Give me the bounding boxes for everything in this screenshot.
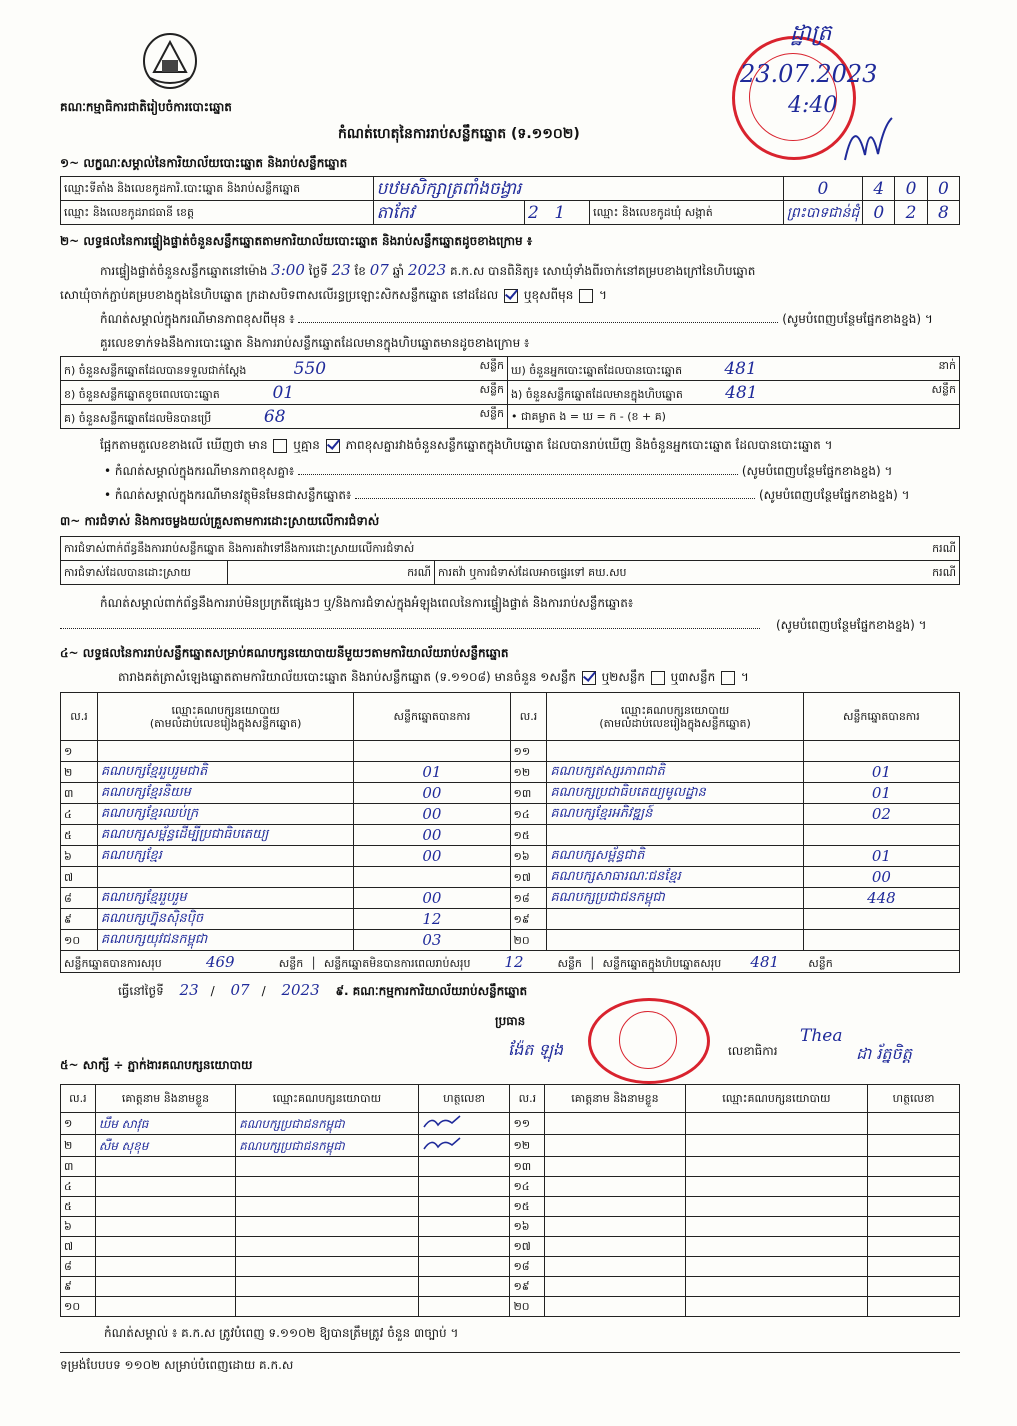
table-row bbox=[61, 1217, 960, 1237]
no-difference-checkbox[interactable] bbox=[326, 439, 340, 453]
witness-no: ១៨ bbox=[513, 1260, 530, 1273]
spoiled-value: 01 bbox=[272, 382, 295, 403]
witness-no: ១១ bbox=[513, 1117, 531, 1130]
formula-label: • ជាគម្លាត ង = ឃ = ក - (ខ + គ) bbox=[511, 410, 666, 423]
party-name: គណបក្សឥស្សរភាពជាតិ bbox=[550, 764, 665, 779]
witness-party: គណបក្សប្រជាជនកម្ពុជា bbox=[239, 1138, 345, 1153]
table-row bbox=[61, 846, 960, 867]
party-no: ៤ bbox=[64, 807, 72, 821]
party-no: ១០ bbox=[64, 933, 81, 947]
party-results-table: ល.រ ឈ្មោះគណបក្សនយោបាយ (តាមលំដាប់លេខរៀងក្នុងសន្លឹកឆ្នោត) សន្លឹកឆ្នោតបានការ ល.រ ឈ្មោះគណបក្សនយោបាយ (តាមលំដាប់លេខរៀងក្នុងសន្លឹកឆ្នោត) សន្លឹកឆ្នោតបានការ ១ ១១ ២ គណបក្សខ្មែររួបរួមជាតិ 01 ១២ គណបក្សឥស្សរភាពជាតិ 01 ៣ គណបក្សខ្មែរនិយម 00 ១៣ គណបក្សប្រជាធិបតេយ្យមូលដ្ឋាន 01 ៤ គណបក្សខ្មែរឈប់ក្រ 00 ១៤ គណបក្សខ្មែរអភិវឌ្ឍន៍ 02 ៥ គណបក្សសម្ព័ន្ធដើម្បីប្រជាធិបតេយ្យ 00 ១៥ ៦ គណបក្សខ្មែរ 00 ១៦ គណបក្សសម្ព័ន្ធជាតិ 01 ៧ ១៧ គណបក្សសាធារណៈជនខ្មែរ 00 ៨ គណបក្សខ្មែររួបរួម 00 ១៨ គណបក្សប្រជាជនកម្ពុជា 448 ៩ គណបក្សហ្វ៊ុនស៊ិនប៉ិច 12 ១៩ ១០ គណបក្សយុវជនកម្ពុជា 03 ២០ សន្លឹកឆ្នោតបានការសរុប 469 សន្លឹក │ សន្លឹកឆ្នោតមិនបានការពេលរាប់សរុប 12 សន្លឹក │ សន្លឹកឆ្នោតក្នុងហិបឆ្នោតសរុប 481 សន្លឹក bbox=[60, 692, 960, 973]
bullet-foreign-object-note: • កំណត់សម្គាល់ក្នុងករណីមានវត្ថុមិនមែនជាសន្លឹកឆ្នោត៖ (សូមបំពេញបន្ថែមផ្នែកខាងខ្នង) ។ bbox=[104, 488, 910, 502]
table-row bbox=[61, 1257, 960, 1277]
party-name: គណបក្សសម្ព័ន្ធដើម្បីប្រជាធិបតេយ្យ bbox=[100, 827, 269, 842]
total-box-value: 481 bbox=[750, 952, 780, 971]
secretary-label: លេខាធិការ bbox=[728, 1044, 778, 1058]
section2-heading: ២~ លទ្ធផលនៃការផ្ទៀងផ្ទាត់ចំនួនសន្លឹកឆ្នោតតាមការិយាល័យបោះឆ្នោត និងរាប់សន្លឹកឆ្នោតដូចខាងក្រោម ៖ bbox=[60, 234, 533, 248]
location-code-3: 0 bbox=[905, 178, 917, 199]
spoiled-label: ខ) ចំនួនសន្លឹកឆ្នោតខូចពេលបោះឆ្នោត bbox=[64, 387, 220, 401]
three-sheets-checkbox[interactable] bbox=[721, 671, 735, 685]
party-no: ១១ bbox=[513, 744, 531, 758]
verification-line: ការផ្ទៀងផ្ទាត់ចំនួនសន្លឹកឆ្នោតនៅម៉ោង 3:00 ថ្ងៃទី 23 ខែ 07 ឆ្នាំ 2023 គ.ក.ស បានពិនិត្យ៖ សោឃុំទាំងពីរចាក់នៅគម្របខាងក្រៅនៃហិបឆ្នោត bbox=[100, 261, 756, 279]
table-row bbox=[61, 1113, 960, 1135]
party-no: ១៩ bbox=[513, 912, 530, 926]
one-sheet-checkbox[interactable] bbox=[582, 671, 596, 685]
nec-emblem-icon bbox=[140, 30, 200, 92]
table-row bbox=[61, 867, 960, 888]
location-code-2: 4 bbox=[873, 178, 885, 199]
party-votes: 00 bbox=[422, 889, 442, 907]
location-code-1: 0 bbox=[817, 178, 829, 199]
witness-no: ៩ bbox=[64, 1280, 72, 1293]
section1-table bbox=[60, 176, 960, 225]
made-month: 07 bbox=[230, 981, 250, 999]
form-label: ទម្រង់បែបបទ ១១០២ សម្រាប់បំពេញដោយ គ.ក.ស bbox=[60, 1358, 294, 1372]
unused-label: គ) ចំនួនសន្លឹកឆ្នោតដែលមិនបានប្រើ bbox=[64, 411, 212, 425]
irregularity-note: កំណត់សម្គាល់ពាក់ព័ន្ធនឹងការរាប់មិនប្រក្រតីផ្សេងៗ ឬ/និងការជំទាស់ក្នុងអំឡុងពេលនៃការផ្ទៀងផ្ទាត់ និងការរាប់សន្លឹកឆ្នោត៖ bbox=[100, 596, 634, 610]
table-row bbox=[61, 1197, 960, 1217]
witness-no: ១០ bbox=[64, 1300, 81, 1313]
party-no: ៦ bbox=[64, 849, 72, 863]
party-votes: 12 bbox=[422, 910, 442, 928]
party-no: ២ bbox=[64, 765, 73, 779]
party-no: ១៥ bbox=[513, 828, 530, 842]
party-name: គណបក្សប្រជាជនកម្ពុជា bbox=[550, 890, 665, 905]
party-votes: 00 bbox=[871, 868, 891, 886]
handwritten-received-note: ដ្ឋាត្រ bbox=[790, 21, 832, 46]
witness-no: ១៦ bbox=[513, 1220, 530, 1233]
section3-heading: ៣~ ការជំទាស់ និងការចម្លងយល់គ្រួសតាមការដោះស្រាយលើការជំទាស់ bbox=[60, 514, 380, 528]
party-no: ១៨ bbox=[513, 891, 530, 905]
commune-label: ឈ្មោះ និងលេខកូដឃុំ សង្កាត់ bbox=[593, 206, 713, 219]
witness-no: ៧ bbox=[64, 1240, 74, 1253]
commune-value: ព្រះបាទជាន់ជុំ bbox=[786, 204, 860, 221]
witness-no: ៦ bbox=[64, 1220, 72, 1233]
same-as-before-checkbox[interactable] bbox=[504, 289, 518, 303]
party-no: ៧ bbox=[64, 870, 74, 884]
verify-hour: 3:00 bbox=[271, 261, 305, 279]
table-row bbox=[61, 888, 960, 909]
location-code-4: 0 bbox=[937, 178, 949, 199]
complaints-row1-label: ការជំទាស់ពាក់ព័ន្ធនឹងការរាប់សន្លឹកឆ្នោត និងការតវ៉ាទៅនឹងការដោះស្រាយលើការជំទាស់ bbox=[64, 542, 415, 555]
party-no: ៣ bbox=[64, 786, 74, 800]
received-value: 550 bbox=[293, 358, 327, 379]
handwritten-received-date: 23.07.2023 bbox=[740, 60, 878, 88]
verify-month: 07 bbox=[369, 261, 389, 279]
ballot-figures-table: ក) ចំនួនសន្លឹកឆ្នោតដែលបានទទួលជាក់ស្តែង 550 សន្លឹក ឃ) ចំនួនអ្នកបោះឆ្នោតដែលបានបោះឆ្នោត 481 នាក់ ខ) ចំនួនសន្លឹកឆ្នោតខូចពេលបោះឆ្នោត 01 សន្លឹក ង) ចំនួនសន្លឹកឆ្នោតដែលមានក្នុងហិបឆ្នោត 481 សន្លឹក គ) ចំនួនសន្លឹកឆ្នោតដែលមិនបានប្រើ 68 សន្លឹក • ជាគម្លាត ង = ឃ = ក - (ខ + គ) bbox=[60, 356, 960, 429]
party-no: ២០ bbox=[513, 933, 530, 947]
resolved-label: ការជំទាស់ដែលបានដោះស្រាយ bbox=[61, 561, 228, 585]
chair-name: ង៉ែត ឡុង bbox=[508, 1040, 564, 1059]
verify-year: 2023 bbox=[407, 261, 447, 279]
seal-status-line: សោឃុំចាក់ភ្ជាប់គម្របខាងក្នុងនៃហិបឆ្នោត ក្រដាសបិទពាសលើរន្ធប្រឡោះសិកសន្លឹកឆ្នោត នៅដដែល ឬខុសពីមុន ។ bbox=[60, 288, 607, 302]
party-votes: 448 bbox=[867, 889, 896, 907]
changed-checkbox[interactable] bbox=[579, 289, 593, 303]
chair-label: ប្រធាន bbox=[495, 1014, 526, 1028]
unused-value: 68 bbox=[263, 406, 286, 427]
witness-no: ១ bbox=[64, 1117, 73, 1130]
witness-no: ២០ bbox=[513, 1300, 530, 1313]
table-row bbox=[61, 1237, 960, 1257]
signature-top-right bbox=[840, 110, 900, 174]
party-no: ១២ bbox=[513, 765, 531, 779]
witness-signature bbox=[422, 1143, 462, 1156]
party-name: គណបក្សខ្មែររួបរួមជាតិ bbox=[100, 764, 208, 779]
party-votes: 00 bbox=[422, 784, 442, 802]
footer-note: កំណត់សម្គាល់ ៖ គ.ក.ស ត្រូវបំពេញ ទ.១១០២ ឱ្យបានត្រឹមត្រូវ ចំនួន ៣ច្បាប់ ។ bbox=[104, 1326, 459, 1340]
commune-code-2: 2 bbox=[905, 202, 917, 223]
witness-party: គណបក្សប្រជាជនកម្ពុជា bbox=[239, 1116, 345, 1131]
in-box-value: 481 bbox=[725, 382, 758, 403]
party-name: គណបក្សសាធារណៈជនខ្មែរ bbox=[550, 869, 681, 884]
ballot-figures-intro: គួរលេខទាក់ទងនឹងការបោះឆ្នោត និងការរាប់សន្លឹកឆ្នោតដែលមានក្នុងហិបឆ្នោតមានដូចខាងក្រោម ៖ bbox=[100, 336, 530, 350]
party-no: ១ bbox=[64, 744, 73, 758]
witness-name: ឃឹម សាវុធ bbox=[98, 1116, 149, 1131]
tally-sheet-line: តារាងគត់ត្រាសំឡេងឆ្នោតតាមការិយាល័យបោះឆ្នោត និងរាប់សន្លឹកឆ្នោត (ទ.១១០៨) មានចំនួន ១សន្លឹក ឬ២សន្លឹក ឬ៣សន្លឹក ។ bbox=[118, 670, 749, 684]
witness-no: ១៥ bbox=[513, 1200, 530, 1213]
committee-label: ៩. គណៈកម្មការការិយាល័យរាប់សន្លឹកឆ្នោត bbox=[335, 984, 528, 998]
table-row bbox=[61, 1297, 960, 1317]
table-row bbox=[61, 909, 960, 930]
table-row bbox=[61, 1177, 960, 1197]
witness-no: ២ bbox=[64, 1139, 73, 1152]
voters-voted-label: ឃ) ចំនួនអ្នកបោះឆ្នោតដែលបានបោះឆ្នោត bbox=[511, 363, 683, 377]
party-votes: 00 bbox=[422, 805, 442, 823]
section4-heading: ៤~ លទ្ធផលនៃការរាប់សន្លឹកឆ្នោតសម្រាប់គណបក្សនយោបាយនីមួយៗតាមការិយាល័យរាប់សន្លឹកឆ្នោត bbox=[60, 646, 509, 660]
party-no: ១៤ bbox=[513, 807, 530, 821]
party-votes: 00 bbox=[422, 847, 442, 865]
official-stamp-bottom bbox=[588, 998, 710, 1084]
location-label: ឈ្មោះទីតាំង និងលេខកូដការិ.បោះឆ្នោត និងរាប់សន្លឹកឆ្នោត bbox=[61, 177, 374, 201]
table-row bbox=[61, 783, 960, 804]
table-row bbox=[61, 741, 960, 762]
witness-no: ១៤ bbox=[513, 1180, 530, 1193]
page-title: កំណត់ហេតុនៃការរាប់សន្លឹកឆ្នោត (ទ.១១០២) bbox=[338, 126, 580, 142]
difference-note-line: កំណត់សម្គាល់ក្នុងករណីមានភាពខុសពីមុន ៖ (សូមបំពេញបន្ថែមផ្នែកខាងខ្នង) ។ bbox=[100, 312, 933, 326]
party-no: ៨ bbox=[64, 891, 72, 905]
forwarded-label: ការតវ៉ា ឬការជំទាស់ដែលអាចផ្ទេរទៅ គឃ.សប bbox=[438, 566, 627, 579]
witness-signature bbox=[422, 1121, 462, 1134]
location-value: បឋមសិក្សាត្រពាំងចង្វារ bbox=[376, 178, 522, 199]
has-difference-checkbox[interactable] bbox=[273, 439, 287, 453]
party-votes: 00 bbox=[422, 826, 442, 844]
handwritten-received-time: 4:40 bbox=[788, 93, 838, 118]
province-code-2: 1 bbox=[554, 202, 566, 223]
party-votes: 03 bbox=[422, 931, 442, 949]
in-box-label: ង) ចំនួនសន្លឹកឆ្នោតដែលមានក្នុងហិបឆ្នោត bbox=[511, 387, 683, 401]
discrepancy-line: ផ្អែកតាមតួលេខខាងលើ ឃើញថា មាន ឬគ្មាន ភាពខុសគ្នារវាងចំនួនសន្លឹកឆ្នោតក្នុងហិបឆ្នោត ដែលបានរាប់ឃើញ និងចំនួនអ្នកបោះឆ្នោត ដែលបានបោះឆ្នោត ។ bbox=[100, 438, 833, 452]
party-votes: 01 bbox=[422, 763, 442, 781]
party-no: ១៣ bbox=[513, 786, 532, 800]
org-name: គណៈកម្មាធិការជាតិរៀបចំការបោះឆ្នោត bbox=[60, 100, 232, 114]
witness-table: ល.រ គោត្តនាម និងនាមខ្លួន ឈ្មោះគណបក្សនយោបាយ ហត្ថលេខា ល.រ គោត្តនាម និងនាមខ្លួន ឈ្មោះគណបក្សនយោបាយ ហត្ថលេខា ១ ឃឹម សាវុធ គណបក្សប្រជាជនកម្ពុជា ១១ ២ សឺម សុខុម គណបក្សប្រជាជនកម្ពុជា ១២ ៣ ១៣ ៤ ១៤ ៥ ១៥ ៦ ១៦ ៧ ១៧ ៨ ១៨ ៩ ១៩ ១០ ២០ bbox=[60, 1084, 960, 1317]
party-name: គណបក្សខ្មែរនិយម bbox=[100, 785, 191, 800]
province-value: តាកែវ bbox=[376, 202, 415, 223]
party-name: គណបក្សសម្ព័ន្ធជាតិ bbox=[550, 848, 645, 863]
section1-heading: ១~ លក្ខណៈសម្គាល់នៃការិយាល័យបោះឆ្នោត និងរាប់សន្លឹកឆ្នោត bbox=[60, 156, 348, 170]
witness-no: ៨ bbox=[64, 1260, 72, 1273]
witness-no: ៥ bbox=[64, 1200, 72, 1213]
table-row bbox=[61, 804, 960, 825]
made-on-line: ធ្វើនៅថ្ងៃទី 23 / 07 / 2023 ៩. គណៈកម្មការការិយាល័យរាប់សន្លឹកឆ្នោត bbox=[118, 981, 528, 999]
made-day: 23 bbox=[179, 981, 199, 999]
party-no: ១៦ bbox=[513, 849, 530, 863]
witness-no: ៤ bbox=[64, 1180, 72, 1193]
table-row bbox=[61, 1135, 960, 1157]
secretary-signature: Thea bbox=[800, 1026, 843, 1046]
total-valid-value: 469 bbox=[205, 952, 235, 971]
party-name: គណបក្សហ្វ៊ុនស៊ិនប៉ិច bbox=[100, 911, 204, 926]
commune-code-3: 8 bbox=[937, 202, 949, 223]
witness-no: ៣ bbox=[64, 1160, 74, 1173]
table-row bbox=[61, 762, 960, 783]
party-name: គណបក្សយុវជនកម្ពុជា bbox=[100, 932, 208, 947]
witness-no: ១៧ bbox=[513, 1240, 531, 1253]
received-label: ក) ចំនួនសន្លឹកឆ្នោតដែលបានទទួលជាក់ស្តែង bbox=[64, 363, 247, 377]
witness-no: ១៩ bbox=[513, 1280, 530, 1293]
province-label: ឈ្មោះ និងលេខកូដរាជធានី ខេត្ត bbox=[61, 201, 374, 225]
complaints-table: ការជំទាស់ពាក់ព័ន្ធនឹងការរាប់សន្លឹកឆ្នោត និងការតវ៉ាទៅនឹងការដោះស្រាយលើការជំទាស់ ករណី ការជំទាស់ដែលបានដោះស្រាយ ករណី ការតវ៉ា ឬការជំទាស់ដែលអាចផ្ទេរទៅ គឃ.សប ករណី bbox=[60, 536, 960, 585]
party-no: ៩ bbox=[64, 912, 72, 926]
party-no: ៥ bbox=[64, 828, 72, 842]
verify-day: 23 bbox=[331, 261, 351, 279]
section5-heading: ៥~ សាក្សី ÷ ភ្នាក់ងារគណបក្សនយោបាយ bbox=[60, 1058, 253, 1072]
province-code-1: 2 bbox=[527, 202, 539, 223]
party-name: គណបក្សខ្មែរអភិវឌ្ឍន៍ bbox=[550, 806, 653, 821]
two-sheets-checkbox[interactable] bbox=[651, 671, 665, 685]
party-votes: 01 bbox=[871, 847, 891, 865]
table-row bbox=[61, 1157, 960, 1177]
total-invalid-value: 12 bbox=[504, 952, 524, 971]
party-name: គណបក្សខ្មែររួបរួម bbox=[100, 890, 187, 905]
commune-code-1: 0 bbox=[873, 202, 885, 223]
bullet-difference-note: • កំណត់សម្គាល់ក្នុងករណីមានភាពខុសគ្នា៖ (សូមបំពេញបន្ថែមផ្នែកខាងខ្នង) ។ bbox=[104, 464, 893, 478]
party-votes: 01 bbox=[871, 784, 891, 802]
irregularity-fill-hint: (សូមបំពេញបន្ថែមផ្នែកខាងខ្នង) ។ bbox=[776, 618, 927, 632]
made-year: 2023 bbox=[281, 981, 320, 999]
party-votes: 01 bbox=[871, 763, 891, 781]
voters-voted-value: 481 bbox=[724, 358, 757, 379]
witness-no: ១២ bbox=[513, 1139, 531, 1152]
party-votes: 02 bbox=[871, 805, 891, 823]
table-row bbox=[61, 930, 960, 951]
witness-no: ១៣ bbox=[513, 1160, 532, 1173]
party-name: គណបក្សខ្មែរឈប់ក្រ bbox=[100, 806, 199, 821]
table-row bbox=[61, 825, 960, 846]
table-row bbox=[61, 1277, 960, 1297]
party-name: គណបក្សប្រជាធិបតេយ្យមូលដ្ឋាន bbox=[550, 785, 706, 800]
secretary-name: ដា រ័ត្នចិត្ត bbox=[856, 1044, 912, 1063]
party-no: ១៧ bbox=[513, 870, 531, 884]
witness-name: សឺម សុខុម bbox=[98, 1138, 149, 1153]
party-name: គណបក្សខ្មែរ bbox=[100, 848, 162, 863]
